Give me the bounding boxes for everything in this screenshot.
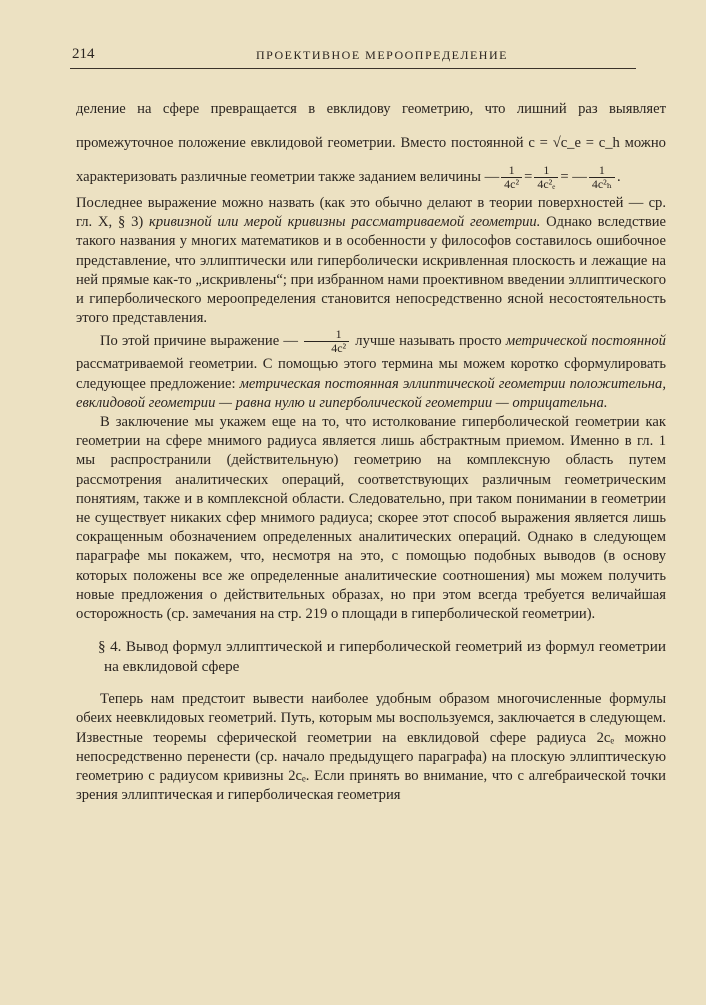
p2-italic-term: кривизной или мерой кривизны рассматриваемой геометрии.: [149, 214, 541, 231]
section-heading: § 4. Вывод формул эллиптической и гиперболической геометрий из формул геометрии на евклидовой сфере: [98, 638, 666, 676]
fraction-3-numerator: 1: [589, 164, 615, 178]
fraction-1: [501, 164, 522, 191]
p1-constant-expression: c = √c_e = c_h: [528, 135, 620, 151]
p1-text-a: деление на сфере превращается в евклидову геометрию, что лишний раз выявляет промежуточное положение евклидовой геометрии. Вместо постоянной: [76, 101, 666, 151]
fraction-1-denominator: 4c²: [504, 177, 520, 192]
p2-text-a: Последнее выражение можно назвать (как это обычно делают в теории поверхностей — ср. гл. X, § 3): [76, 195, 666, 231]
p1-text-b: можно характеризовать различные геометрии также заданием величины: [76, 135, 666, 185]
fraction-3: [589, 164, 615, 191]
fraction-1-numerator: 1: [501, 164, 522, 178]
fraction-4-denominator: 4c²: [331, 341, 347, 356]
fraction-4-numerator: 1: [304, 328, 349, 342]
fraction-2-numerator: 1: [534, 164, 558, 178]
fraction-2-denominator: 4c²ₑ: [537, 177, 556, 192]
p3-text-a: По этой причине выражение —: [100, 333, 303, 350]
p3-text-b: лучше называть просто: [351, 333, 506, 350]
equals-sign-2: = —: [560, 169, 587, 185]
fraction-3-denominator: 4c²ₕ: [591, 177, 612, 192]
paragraph-5: Теперь нам предстоит вывести наиболее удобным образом многочисленные формулы обеих неевклидовых геометрий. Путь, которым мы воспользуемся, заключается в следующем. Известные теоремы сферической геометрии на евклидовой сфере радиуса 2cₑ можно непосредственно перенести (ср. начало предыдущего параграфа) на плоскую эллиптическую геометрию с радиусом кривизны 2cₑ. Если принять во внимание, что с алгебраической точки зрения эллиптическая и гиперболическая геометрия: [76, 691, 666, 804]
p3-italic-term: метрической постоянной: [505, 333, 666, 350]
p1-minus-sign: —: [484, 169, 500, 185]
equals-sign-1: =: [524, 169, 533, 185]
paragraph-1: [76, 92, 666, 194]
page-number: 214: [72, 46, 95, 62]
fraction-2: [534, 164, 558, 191]
body-text: [76, 92, 666, 805]
fraction-4: [304, 328, 349, 355]
running-header: [70, 46, 636, 69]
paragraph-2: [76, 194, 666, 328]
running-title: ПРОЕКТИВНОЕ МЕРООПРЕДЕЛЕНИЕ: [256, 48, 508, 62]
p1-dot: .: [616, 169, 621, 185]
p3-italic-statement: метрическая постоянная эллиптической геометрии положительна, евклидовой геометрии — равна нулю и гиперболической геометрии — отрицательна.: [76, 375, 666, 411]
p3-text-c: рассматриваемой геометрии. С помощью этого термина мы можем коротко сформулировать следующее предложение:: [76, 356, 666, 392]
p2-text-b: Однако вследствие такого названия у многих математиков и в особенности у философов составилось ошибочное представление, что эллиптически или гиперболически искривленная плоскость и лежащие на ней прямые как-то „искривлены“; при избранном нами проективном введении эллиптического и гиперболического мероопределения становится непосредственно ясной несостоятельность этого представления.: [76, 214, 666, 327]
paragraph-3: [76, 328, 666, 413]
paragraph-4: В заключение мы укажем еще на то, что истолкование гиперболической геометрии как геометрии на сфере мнимого радиуса является лишь абстрактным приемом. Именно в гл. 1 мы распространили (действительную) геометрию на комплексную область путем рассмотрения аналитических операций, соответствующих различным геометрическим понятиям, также и в комплексной области. Следовательно, при таком понимании в геометрии не существует никаких сфер мнимого радиуса; скорее этот способ выражения является лишь сокращенным обозначением определенных аналитических операций. Однако в следующем параграфе мы покажем, что, несмотря на это, с помощью подобных выводов (в основу которых положены все же определенные аналитические соотношения) мы можем получить новые предложения о действительных образах, но при этом всегда требуется величайшая осторожность (ср. замечания на стр. 219 о площади в гиперболической геометрии).: [76, 414, 666, 623]
